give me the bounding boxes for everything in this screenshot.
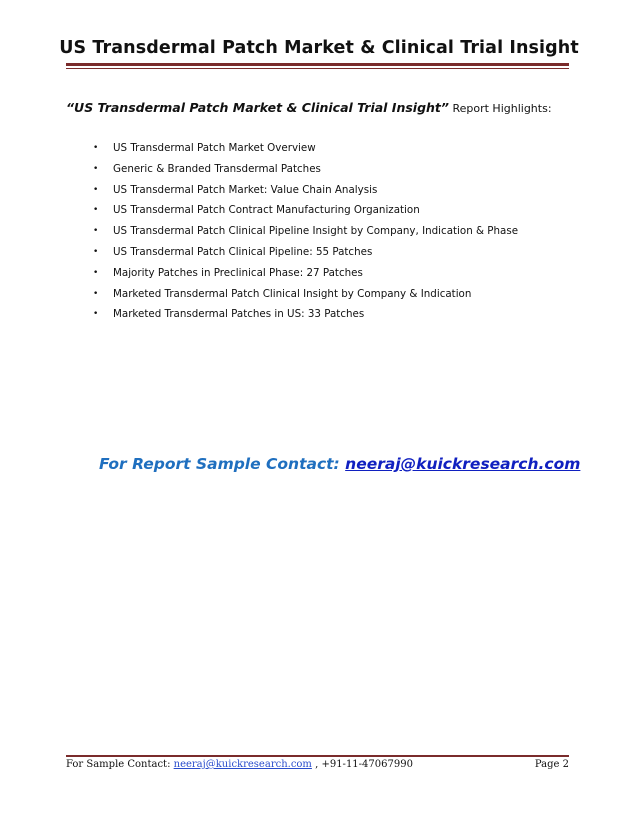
bullet-icon: • bbox=[93, 205, 99, 216]
list-item bbox=[90, 141, 518, 162]
list-item-text: Marketed Transdermal Patches in US: 33 Patches bbox=[113, 308, 365, 321]
bullet-icon: • bbox=[93, 246, 99, 257]
page-footer bbox=[66, 759, 569, 770]
bullet-icon: • bbox=[93, 288, 99, 299]
list-item bbox=[90, 287, 518, 308]
list-item bbox=[90, 203, 518, 224]
page-number: Page 2 bbox=[534, 759, 569, 770]
sample-contact-label: For Report Sample Contact: bbox=[99, 455, 346, 473]
list-item bbox=[90, 162, 518, 183]
list-item-text: US Transdermal Patch Clinical Pipeline: 55 Patches bbox=[113, 245, 373, 258]
bullet-icon: • bbox=[93, 163, 99, 174]
list-item bbox=[90, 183, 518, 204]
footer-email-link[interactable]: neeraj@kuickresearch.com bbox=[173, 759, 312, 770]
list-item-text: US Transdermal Patch Clinical Pipeline Insight by Company, Indication & Phase bbox=[113, 225, 519, 238]
intro-report-title: “US Transdermal Patch Market & Clinical Trial Insight” bbox=[66, 100, 449, 115]
list-item bbox=[90, 224, 518, 245]
bullet-icon: • bbox=[93, 143, 99, 153]
sample-contact-callout bbox=[99, 455, 580, 473]
bullet-icon: • bbox=[93, 309, 99, 320]
bullet-icon: • bbox=[93, 184, 99, 195]
header-divider-thin bbox=[66, 68, 569, 69]
bullet-icon: • bbox=[93, 267, 99, 278]
bullet-icon: • bbox=[93, 226, 99, 237]
list-item-text: US Transdermal Patch Market: Value Chain Analysis bbox=[113, 183, 378, 196]
intro-suffix-text: Report Highlights: bbox=[448, 102, 552, 115]
footer-divider bbox=[66, 755, 569, 757]
list-item bbox=[90, 307, 518, 328]
sample-contact-email-link[interactable]: neeraj@kuickresearch.com bbox=[345, 455, 581, 473]
list-item-text: Generic & Branded Transdermal Patches bbox=[113, 162, 321, 175]
list-item bbox=[90, 266, 518, 287]
page-header-title: US Transdermal Patch Market & Clinical Trial Insight bbox=[59, 38, 579, 58]
footer-phone: , +91-11-47067990 bbox=[311, 759, 413, 770]
footer-contact-label: For Sample Contact: bbox=[66, 759, 174, 770]
list-item-text: Marketed Transdermal Patch Clinical Insight by Company & Indication bbox=[113, 287, 472, 300]
list-item-text: US Transdermal Patch Market Overview bbox=[113, 142, 316, 154]
list-item bbox=[90, 245, 518, 266]
list-item-text: Majority Patches in Preclinical Phase: 27 Patches bbox=[113, 266, 363, 279]
list-item-text: US Transdermal Patch Contract Manufacturing Organization bbox=[113, 204, 420, 217]
header-divider-thick bbox=[66, 63, 569, 66]
intro-line bbox=[66, 100, 552, 115]
highlights-list bbox=[90, 141, 518, 328]
